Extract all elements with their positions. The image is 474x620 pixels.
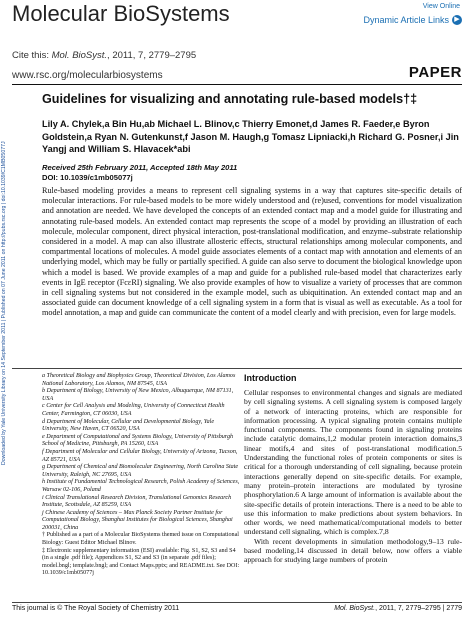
footnote: h Institute of Fundamental Technological Research, Polish Academy of Sciences, Warsaw 02-106, Poland — [42, 479, 240, 493]
footnote: e Department of Computational and Systems Biology, University of Pittsburgh School of Medicine, Pittsburgh, PA 15260, USA — [42, 433, 234, 448]
footnote: c Center for Cell Analysis and Modeling, University of Connecticut Health Center, Farmington, CT 06030, USA — [42, 403, 225, 417]
footnote: a Theoretical Biology and Biophysics Group, Theoretical Division, Los Alamos National Laboratory, Los Alamos, NM 87545, USA — [42, 373, 236, 387]
affiliation-footnotes — [42, 373, 240, 578]
cite-prefix: Cite this: — [12, 50, 49, 61]
article-type-label: PAPER — [408, 64, 462, 81]
article-doi[interactable]: DOI: 10.1039/c1mb05077j — [42, 173, 133, 182]
copyright-notice: This journal is © The Royal Society of Chemistry 2011 — [12, 605, 180, 612]
view-online-link[interactable]: View Online — [422, 3, 460, 10]
footnote: b Department of Biology, University of New Mexico, Albuquerque, NM 87131, USA — [42, 388, 234, 402]
abstract: Rule-based modeling provides a means to represent cell signaling systems in a way that captures site-specific details of molecular interactions. For rule-based models to be more widely understood and (re)used, conventions for model visualization and annotation are needed. We have developed the concepts of an extended contact map and a model guide for illustrating and annotating rule-based models. An extended contact map represents the scope of a model by providing an illustration of each molecule, molecular component, direct physical interaction, post-translational modification, and enzyme–substrate relationship considered in a model. A map can also illustrate allosteric effects, structural relationships among molecular components, and compartmental locations of molecules. A model guide associates elements of a contact map with annotation and elements of an underlying model, which may be fully or partially specified. A guide can also serve to document the biological knowledge upon which a model is based. We provide examples of a map and guide for a published rule-based model that characterizes early events in IgE receptor (FcεRI) signaling. We also provide examples of how to visualize a variety of processes that are common in cell signaling systems but not considered in the example model, such as ubiquitination. An extended contact map and an associated guide can document knowledge of a cell signaling system in a form that is visual as well as executable. As a tool for model annotation, a map and guide can communicate the content of a model clearly and with precision, even for large models. — [42, 186, 462, 318]
cite-details: , 2011, 7, 2779–2795 — [107, 50, 197, 61]
paragraph: With recent developments in simulation methodology,9–13 rule-based modeling,14 discussed in detail below, now offers a viable approach for studying large numbers of protein — [244, 536, 462, 565]
footnote: g Department of Chemical and Biomolecular Engineering, North Carolina State University, Raleigh, NC 27695, USA — [42, 464, 239, 478]
introduction-body — [244, 388, 462, 565]
cite-journal: Mol. BioSyst. — [51, 50, 108, 61]
footnote: j Chinese Academy of Sciences – Max Planck Society Partner Institute for Computational Biology, Shanghai Institutes for Biological Sciences, Shanghai 200031, China — [42, 509, 233, 531]
header-links — [282, 3, 462, 28]
author-list: Lily A. Chylek,a Bin Hu,ab Michael L. Blinov,c Thierry Emonet,d James R. Faeder,e Byron Goldstein,a Ryan N. Gutenkunst,f Jason M. Haugh,g Tomasz Lipniacki,h Richard G. Posner,i Jin Yangj and William S. Hlavacek*abi — [42, 119, 459, 154]
footer-divider — [12, 602, 462, 603]
themed-issue-note: † Published as a part of a Molecular BioSystems themed issue on Computational Biology: Guest Editor Michael Blinov. — [42, 532, 240, 547]
article-title: Guidelines for visualizing and annotating rule-based models†‡ — [42, 92, 418, 106]
section-heading-introduction: Introduction — [244, 373, 297, 383]
arrow-right-icon: ▶ — [452, 15, 462, 25]
journal-url[interactable]: www.rsc.org/molecularbiosystems — [12, 70, 163, 81]
footnote: i Clinical Translational Research Division, Translational Genomics Research Institute, Scottsdale, AZ 85259, USA — [42, 494, 232, 509]
received-dates: Received 25th February 2011, Accepted 18th May 2011 — [42, 163, 238, 172]
footer-journal: Mol. BioSyst. — [334, 605, 376, 612]
page-citation — [334, 605, 462, 612]
esi-note: ‡ Electronic supplementary information (ESI) available: Fig. S1, S2, S3 and S4 (in a single .pdf file); Appendices S1, S2 and S3 (in separate .pdf files); model.bngl; template.bngl; and Contact Maps.pptx; and README.txt. See DOI: 10.1039/c1mb05077j — [42, 547, 240, 577]
footnote: d Department of Molecular, Cellular and Developmental Biology, Yale University, New Haven, CT 06520, USA — [42, 418, 215, 433]
footer-details: , 2011, 7, 2779–2795 | 2779 — [375, 605, 462, 612]
citation-line — [12, 50, 196, 61]
footnote: f Department of Molecular and Cellular Biology, University of Arizona, Tucson, AZ 85721, USA — [42, 448, 238, 463]
journal-name: Molecular BioSystems — [12, 1, 230, 26]
paragraph: Cellular responses to environmental changes and signals are mediated by cell signaling systems. A cell signaling system is composed largely of a network of interacting proteins, which are responsible for information processing. A typical signaling protein contains multiple functional components. The components found in signaling proteins include catalytic domains,1,2 modular protein interaction domains,3 linear motifs,4 and sites of post-translational modification.5 Understanding the functional roles of protein components or sites is critical for a thorough understanding of cell signaling, because protein interactions generally depend on site-specific details. For example, many protein–protein interactions are modulated by tyrosine phosphorylation.6 A large amount of information is available about the site-specific details of protein interactions. There is a need to be able to use this information to make predictions about system behaviors. In other words, we need mathematical/computational models to better understand cell signaling, which is complex.7,8 — [244, 388, 462, 537]
abstract-divider — [12, 368, 462, 369]
dynamic-links-label: Dynamic Article Links — [363, 15, 449, 25]
header-divider — [12, 84, 462, 85]
dynamic-article-links[interactable] — [363, 15, 462, 25]
download-watermark: Downloaded by Yale University Library on 14 September 2011 | Published on 07 June 2011 on http://pubs.rsc.org | doi:10.1039/C1MB05077J — [1, 141, 7, 465]
